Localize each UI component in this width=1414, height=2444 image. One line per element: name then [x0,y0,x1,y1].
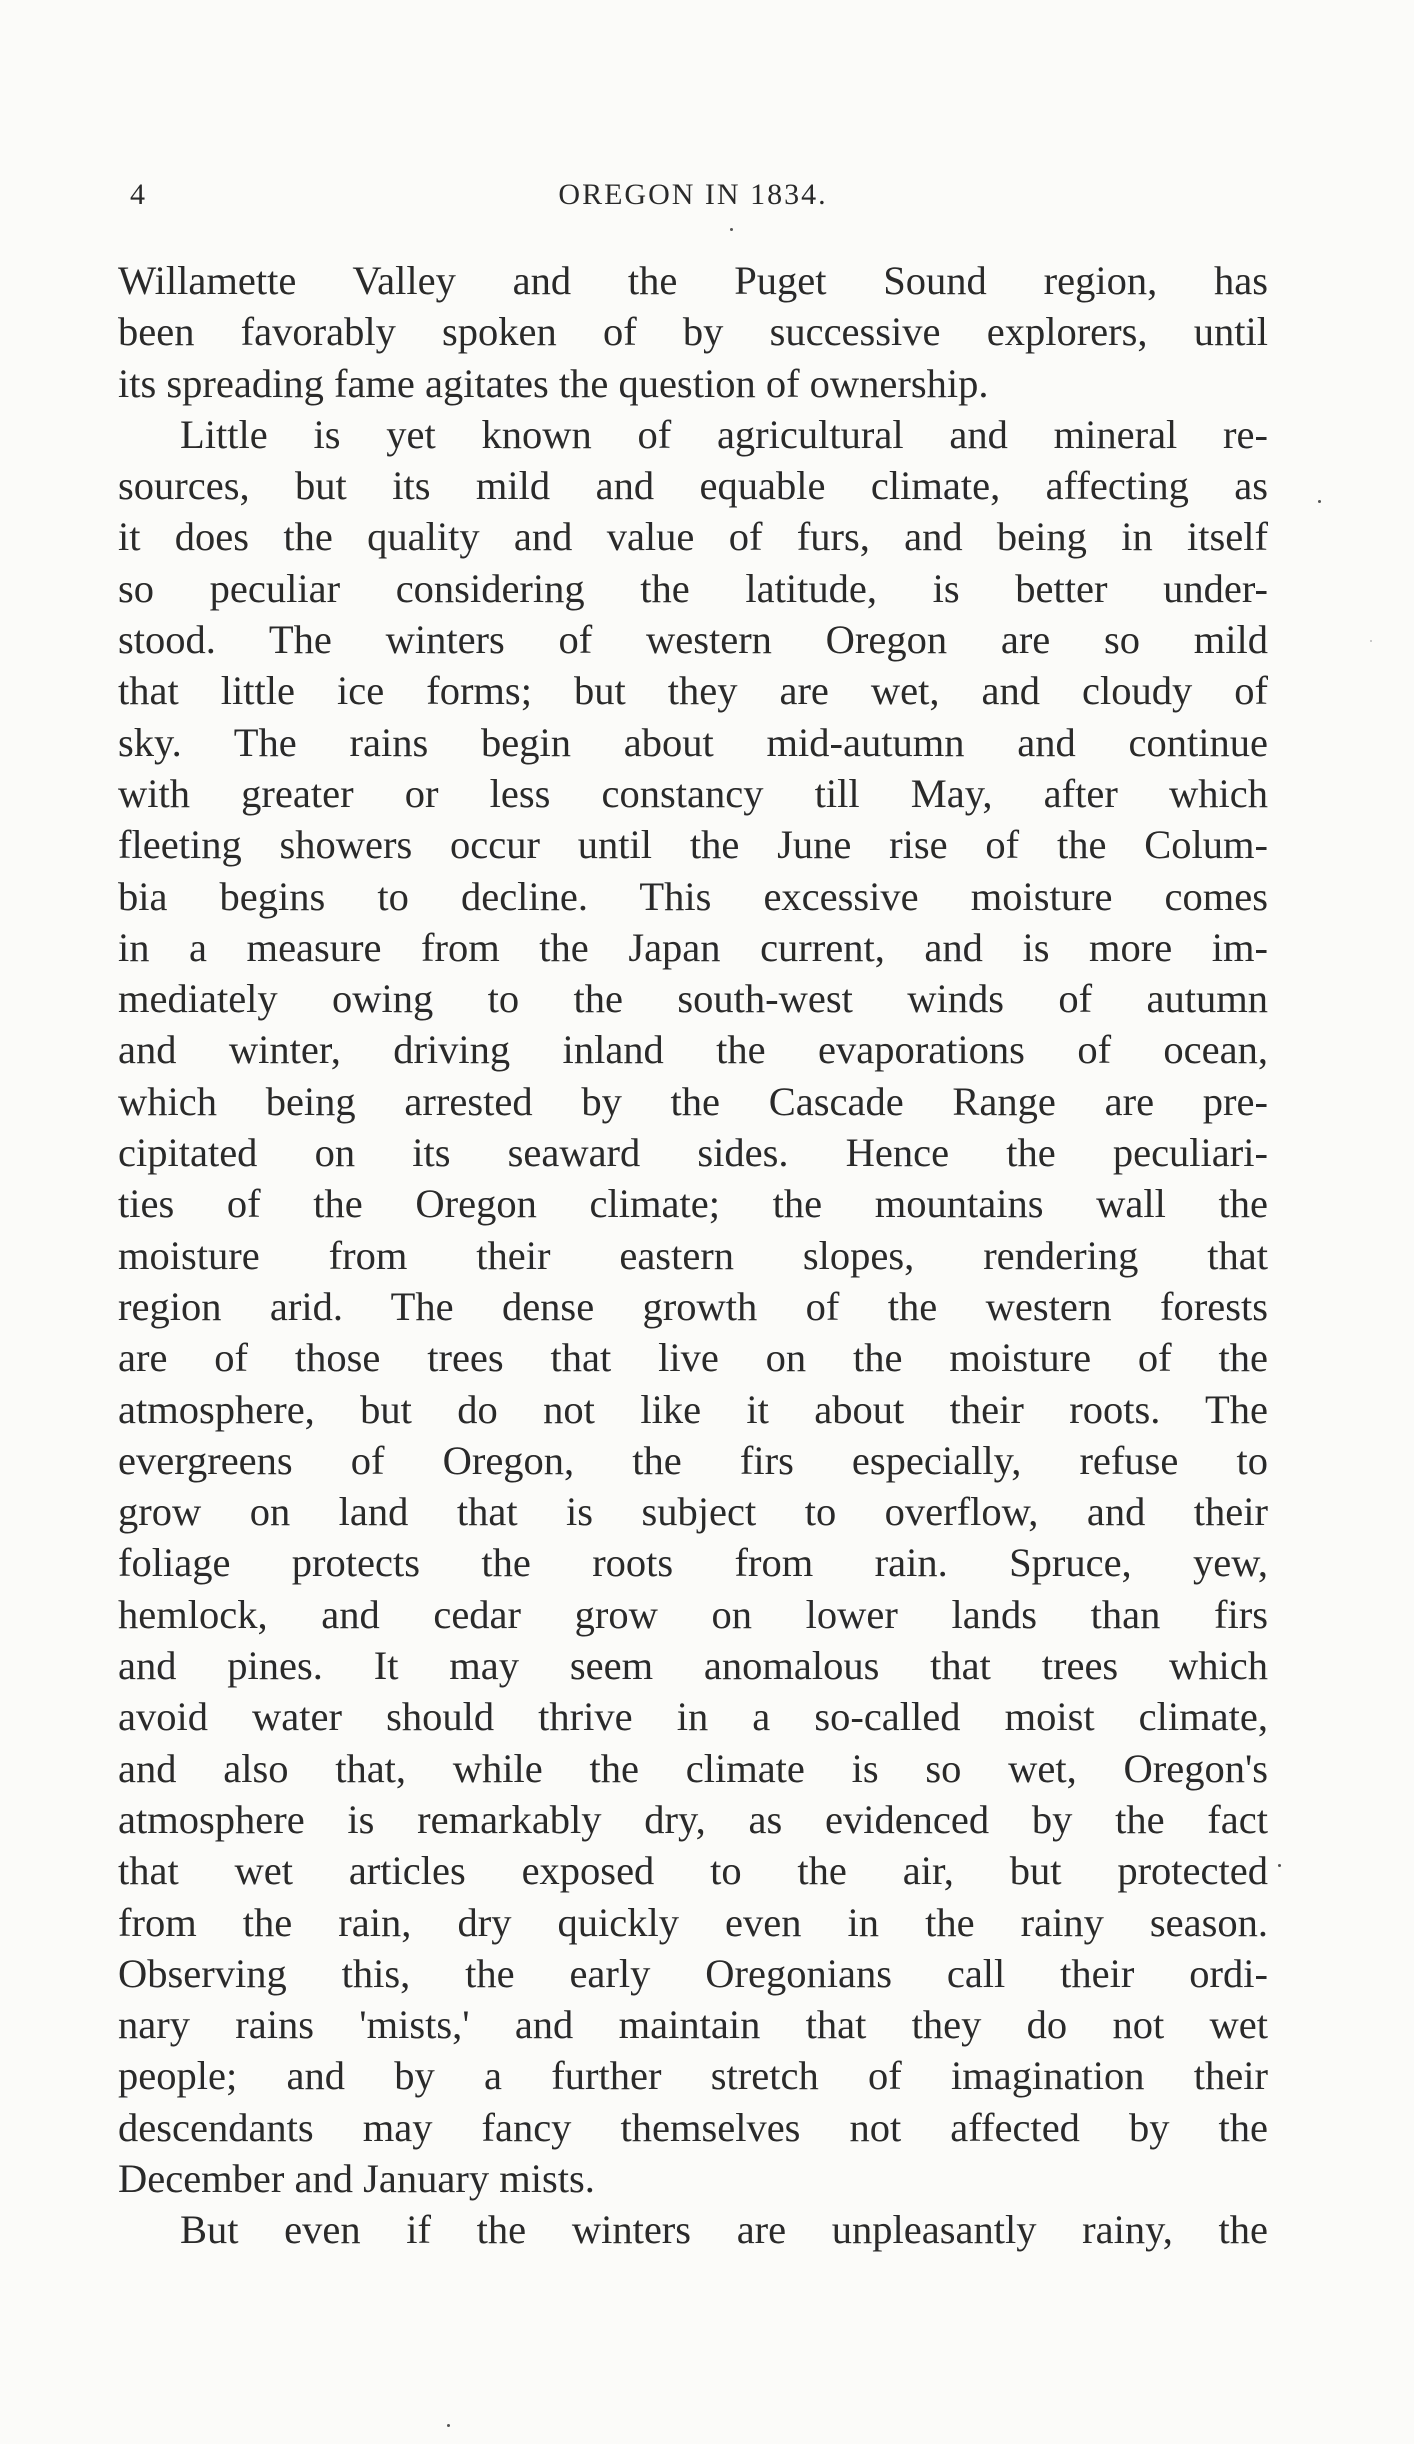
text-line: in a measure from the Japan current, and is more im- [118,924,1268,970]
text-line: from the rain, dry quickly even in the rainy season. [118,1899,1268,1945]
text-line: atmosphere, but do not like it about their roots. The [118,1386,1268,1432]
text-line: which being arrested by the Cascade Range are pre- [118,1078,1268,1124]
text-line: stood. The winters of western Oregon are so mild [118,617,1268,663]
text-line: its spreading fame agitates the question of ownership. [118,360,989,406]
text-line: fleeting showers occur until the June rise of the Colum- [118,822,1268,868]
page-number: 4 [130,178,146,211]
text-line: Willamette Valley and the Puget Sound region, has [118,258,1268,303]
text-line: foliage protects the roots from rain. Spruce, yew, [118,1540,1268,1586]
text-line: evergreens of Oregon, the firs especially, refuse to [118,1437,1268,1483]
ink-speck [730,228,733,231]
text-line: atmosphere is remarkably dry, as evidenced by the fact [118,1796,1268,1842]
text-line: bia begins to decline. This excessive moisture comes [118,873,1268,919]
text-line: cipitated on its seaward sides. Hence the peculiari- [118,1130,1268,1176]
text-line: that wet articles exposed to the air, but protected [118,1848,1268,1894]
ink-speck [447,2424,450,2427]
text-line: Little is yet known of agricultural and mineral re- [180,411,1268,457]
text-line: been favorably spoken of by successive explorers, until [118,309,1268,355]
text-line: and pines. It may seem anomalous that trees which [118,1643,1268,1689]
running-head [118,178,1268,218]
text-line: are of those trees that live on the moisture of the [118,1335,1268,1381]
text-line: so peculiar considering the latitude, is better under- [118,565,1268,611]
text-line: nary rains 'mists,' and maintain that they do not wet [118,2002,1268,2048]
text-line: December and January mists. [118,2155,595,2201]
text-line: descendants may fancy themselves not affected by the [118,2104,1268,2150]
ink-speck [1318,500,1321,503]
ink-speck [1278,1864,1281,1867]
text-line: and winter, driving inland the evaporations of ocean, [118,1027,1268,1073]
body-text [118,255,1268,2256]
text-line: sources, but its mild and equable climate, affecting as [118,463,1268,509]
text-line: sky. The rains begin about mid-autumn and continue [118,719,1268,765]
ink-speck [1370,640,1372,642]
text-line: that little ice forms; but they are wet, and cloudy of [118,668,1268,714]
text-line: Observing this, the early Oregonians call their ordi- [118,1950,1268,1996]
text-line: with greater or less constancy till May, after which [118,770,1268,816]
text-line: moisture from their eastern slopes, rendering that [118,1232,1268,1278]
text-line: ties of the Oregon climate; the mountains wall the [118,1181,1268,1227]
page-heading: OREGON IN 1834. [558,178,828,211]
text-line: region arid. The dense growth of the western forests [118,1283,1268,1329]
text-line: But even if the winters are unpleasantly rainy, the [180,2207,1268,2253]
text-line: avoid water should thrive in a so-called moist climate, [118,1694,1268,1740]
text-line: it does the quality and value of furs, and being in itself [118,514,1268,560]
text-line: hemlock, and cedar grow on lower lands than firs [118,1591,1268,1637]
text-line: and also that, while the climate is so wet, Oregon's [118,1745,1268,1791]
text-line: people; and by a further stretch of imagination their [118,2053,1268,2099]
text-line: grow on land that is subject to overflow, and their [118,1489,1268,1535]
text-line: mediately owing to the south-west winds of autumn [118,976,1268,1022]
